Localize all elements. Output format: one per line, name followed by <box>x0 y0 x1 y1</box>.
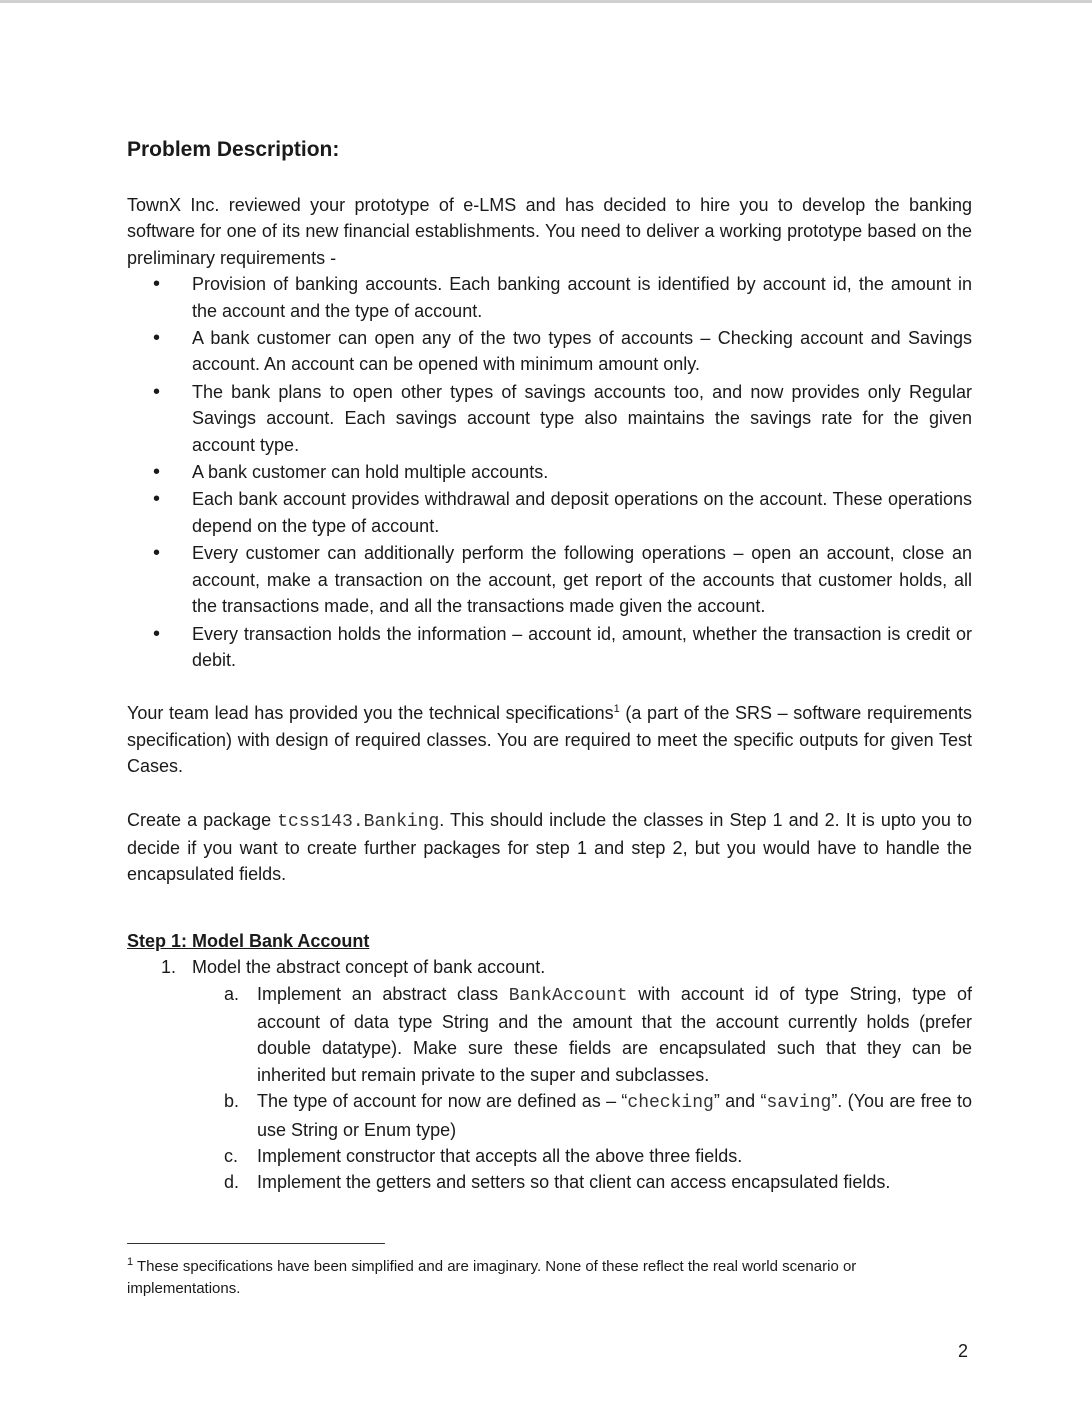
footnote-ref[interactable]: 1 <box>613 703 620 716</box>
package-name: tcss143.Banking <box>277 811 440 832</box>
document-body <box>127 136 972 1196</box>
list-item: • A bank customer can open any of the two types of accounts – Checking account and Savings account. An account can be opened with minimum amount only. <box>153 327 972 375</box>
footnote-divider <box>127 1243 385 1244</box>
page-number: 2 <box>958 1341 969 1361</box>
bullet-icon: • <box>153 461 161 484</box>
bullet-icon: • <box>153 273 161 296</box>
step1-sub-d: d. Implement the getters and setters so that client can access encapsulated fields. <box>224 1172 891 1193</box>
step1-item: 1. Model the abstract concept of bank account. <box>161 957 546 978</box>
bullet-icon: • <box>153 542 161 565</box>
footnote: $^1$ These specifications have been simplified and are imaginary. None of these reflect the real world scenario or implementations. <box>127 1256 857 1297</box>
bullet-icon: • <box>153 327 161 350</box>
step1-sub-a: a. Implement an abstract class BankAccount with account id of type String, type of account of data type String and the amount that the account currently holds (prefer double datatype). Make sure these fields are encapsulated such that they can be inherited but remain private to the super and subclasses. <box>224 983 972 1085</box>
list-item: • The bank plans to open other types of savings accounts too, and now provides only Regular Savings account. Each savings account type also maintains the savings rate for the given account type. <box>153 380 972 455</box>
bullet-icon: • <box>153 380 161 403</box>
bullet-icon: • <box>153 488 161 511</box>
bullet-icon: • <box>153 622 161 645</box>
step1-sub-c: c. Implement constructor that accepts all the above three fields. <box>224 1146 743 1166</box>
list-item: • Provision of banking accounts. Each banking account is identified by account id, the amount in the account and the type of account. <box>153 273 972 321</box>
specifications-paragraph: Your team lead has provided you the technical specifications$^1$ (a part of the SRS – software requirements specification) with design of required classes. You are required to meet the specific outputs for given Test Cases. <box>127 703 972 777</box>
page-title: Problem Description: <box>127 138 340 161</box>
step1-sub-b: b. The type of account for now are defined as – “checking” and “saving”. (You are free to use String or Enum type) <box>224 1091 972 1140</box>
list-item: • Every customer can additionally perform the following operations – open an account, close an account, make a transaction on the account, get report of the accounts that customer holds, all the transactions made, and all the transactions made given the account. <box>153 542 972 617</box>
list-item: • A bank customer can hold multiple accounts. <box>127 459 972 485</box>
intro-paragraph: TownX Inc. reviewed your prototype of e-LMS and has decided to hire you to develop the banking software for one of its new financial establishments. You need to deliver a working prototype based on the preliminary requirements - <box>127 195 972 268</box>
package-paragraph: Create a package tcss143.Banking. This should include the classes in Step 1 and 2. It is upto you to decide if you want to create further packages for step 1 and step 2, but you would have to handle the encapsulated fields. <box>127 809 973 885</box>
step1-heading: Step 1: Model Bank Account <box>127 930 370 951</box>
list-item: • Each bank account provides withdrawal and deposit operations on the account. These operations depend on the type of account. <box>153 488 972 536</box>
top-border <box>0 0 1092 3</box>
list-item: • Every transaction holds the information – account id, amount, whether the transaction is credit or debit. <box>153 622 972 670</box>
class-name: BankAccount <box>508 985 628 1006</box>
requirements-list <box>127 271 972 673</box>
